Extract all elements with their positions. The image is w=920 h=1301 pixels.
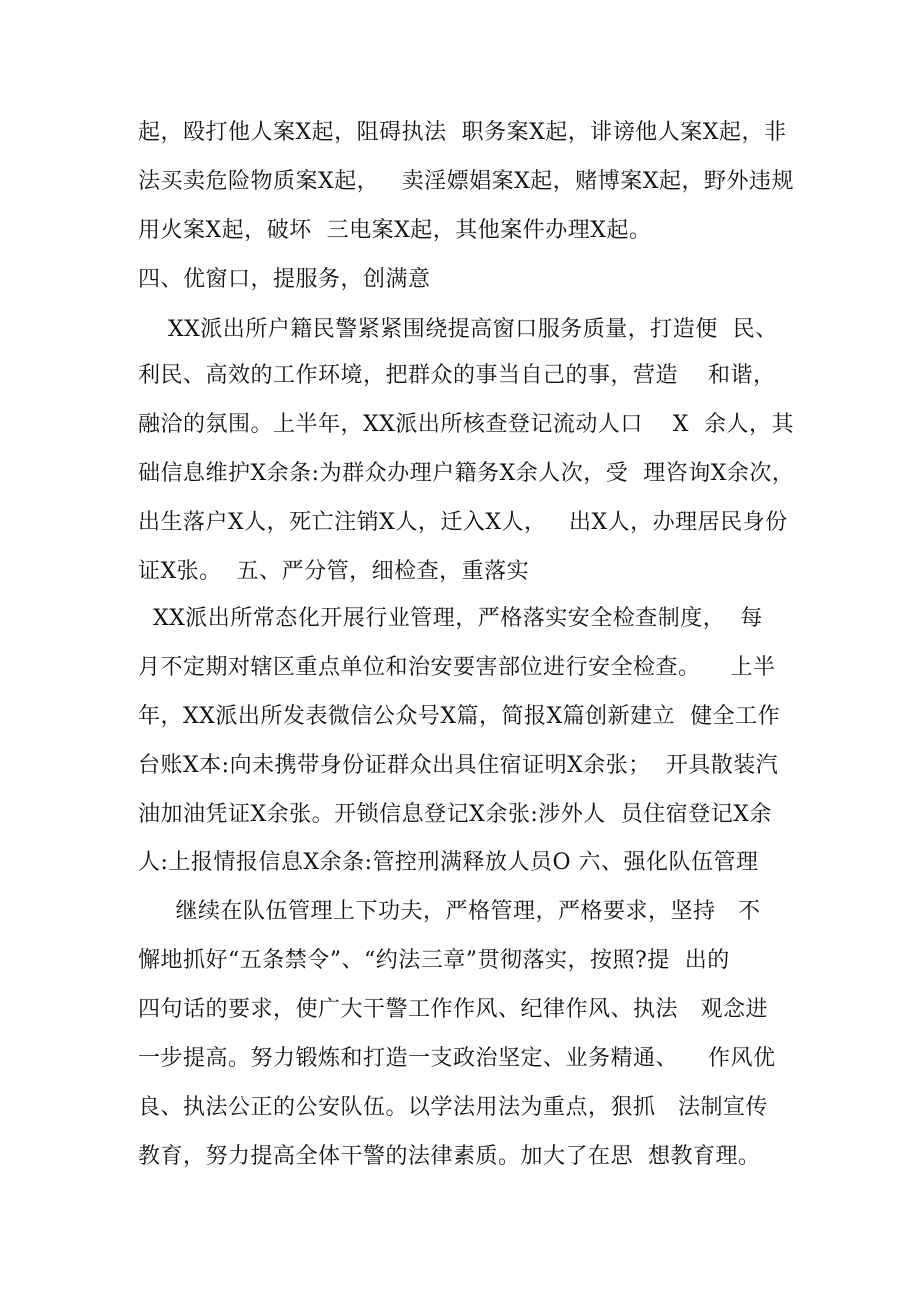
text-line: 台账X本:向未携带身份证群众出具住宿证明X余张； 开具散装汽 [138, 753, 779, 778]
text-line: 四句话的要求，使广大干警工作作风、纪律作风、执法 观念进 [138, 997, 768, 1022]
text-line: 出生落户X人，死亡注销X人，迁入X人， 出X人，办理居民身份 [138, 510, 788, 535]
text-line: 继续在队伍管理上下功夫，严格管理，严格要求，坚持 不 [138, 899, 761, 924]
text-line: 人:上报情报信息X余条:管控刑满释放人员O 六、强化队伍管理 [138, 850, 759, 875]
text-line: 起，殴打他人案X起，阻碍执法 职务案X起，诽谤他人案X起，非 [138, 120, 787, 145]
text-line: 教育，努力提高全体干警的法律素质。加大了在思 想教育理。 [138, 1144, 761, 1169]
text-line: 月不定期对辖区重点单位和治安要害部位进行安全检查。 上半 [138, 655, 776, 680]
text-line: 法买卖危险物质案X起， 卖淫嫖娼案X起，赌博案X起，野外违规 [138, 169, 794, 194]
text-line: 融洽的氛围。上半年，XX派出所核查登记流动人口 X 余人，其 [138, 412, 794, 437]
text-line: XX派出所户籍民警紧紧围绕提高窗口服务质量，打造便 民、 [138, 317, 778, 342]
text-line: 年，XX派出所发表微信公众号X篇，简报X篇创新建立 健全工作 [138, 704, 781, 729]
text-line: 证X张。 五、严分管，细检查，重落实 [138, 559, 530, 584]
text-line: 利民、高效的工作环境，把群众的事当自己的事，营造 和谐， [138, 363, 776, 388]
text-line: 础信息维护X余条:为群众办理户籍务X余人次，受 理咨询X余次， [138, 461, 795, 486]
text-line: 懈地抓好“五条禁令”、“约法三章”贯彻落实，按照?提 出的 [138, 948, 730, 973]
section-heading-4: 四、优窗口，提服务，创满意 [138, 267, 431, 292]
text-line: 用火案X起，破坏 三电案X起，其他案件办理X起。 [138, 218, 652, 243]
text-line: XX派出所常态化开展行业管理，严格落实安全检查制度， 每 [138, 606, 763, 631]
text-line: 一步提高。努力锻炼和打造一支政治坚定、业务精通、 作风优 [138, 1046, 776, 1071]
text-line: 油加油凭证X余张。开锁信息登记X余张:涉外人 员住宿登记X余 [138, 802, 772, 827]
text-line: 良、执法公正的公安队伍。以学法用法为重点，狠抓 法制宣传 [138, 1095, 768, 1120]
